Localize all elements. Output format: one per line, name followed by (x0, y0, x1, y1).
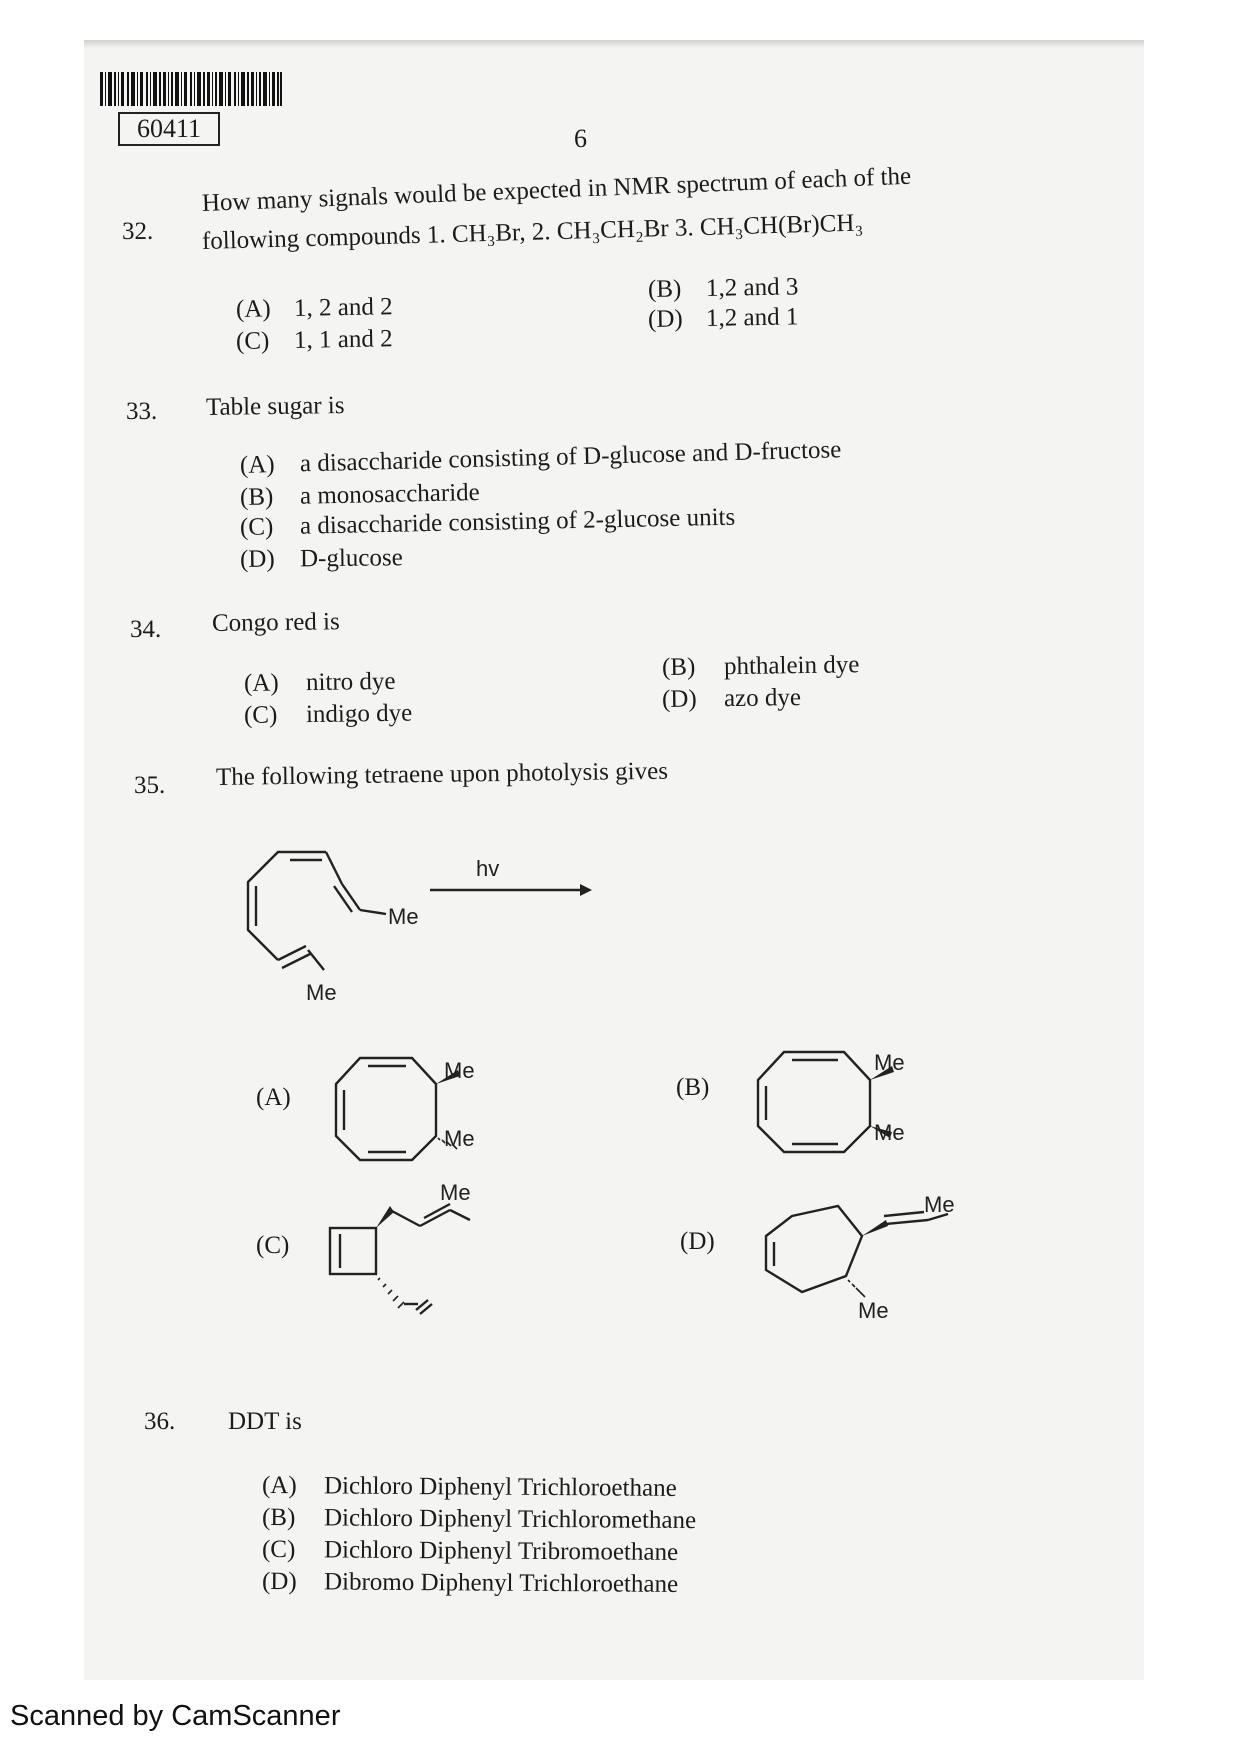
question-number: 35. (134, 772, 166, 799)
option-b (648, 273, 799, 304)
question-text: following compounds 1. CH₃Br, 2. CH₃CH₂Br 3. CH₃CH(Br)CH₃ (201, 209, 864, 255)
option-a (262, 1472, 677, 1503)
option-a (236, 293, 393, 324)
option-d (240, 544, 403, 574)
scan-edge (84, 40, 1144, 48)
option-text: indigo dye (305, 699, 413, 729)
me-label: Me (306, 980, 337, 1005)
option-b (676, 1074, 734, 1102)
question-text: DDT is (228, 1408, 302, 1435)
question-number: 32. (122, 218, 154, 245)
question-text: Congo red is (211, 608, 340, 637)
option-label: (D) (661, 685, 697, 713)
option-label: (B) (661, 653, 696, 681)
option-a (256, 1084, 314, 1112)
option-label: (A) (261, 1472, 297, 1500)
me-label: Me (440, 1180, 471, 1205)
option-b-structure (740, 1030, 930, 1180)
question-text: The following tetraene upon photolysis gives (215, 757, 669, 791)
page-number: 6 (574, 124, 587, 153)
me-label: Me (444, 1058, 475, 1083)
option-c-structure (320, 1176, 500, 1316)
option-label: (C) (243, 701, 278, 729)
barcode-image (100, 72, 282, 106)
option-label: (B) (647, 275, 682, 303)
option-text: 1,2 and 3 (705, 273, 799, 302)
me-label: Me (388, 904, 419, 929)
option-text: azo dye (723, 684, 802, 713)
option-d (680, 1228, 738, 1256)
option-text: Dibromo Diphenyl Trichloroethane (323, 1568, 679, 1598)
option-text: nitro dye (305, 667, 396, 697)
option-text: D-glucose (299, 544, 403, 573)
option-text: 1, 1 and 2 (293, 325, 393, 354)
option-c (256, 1232, 314, 1260)
option-text: 1, 2 and 2 (293, 293, 393, 322)
option-label: (D) (647, 305, 683, 333)
option-d (662, 684, 801, 714)
option-label: (A) (243, 669, 279, 697)
me-label: Me (858, 1298, 889, 1323)
me-label: Me (924, 1192, 955, 1217)
option-c (244, 700, 413, 730)
question-text: Table sugar is (205, 392, 345, 421)
question-number: 34. (130, 616, 162, 643)
option-b (262, 1504, 696, 1535)
option-d-structure (752, 1190, 972, 1330)
question-number: 36. (144, 1408, 176, 1435)
option-text: phthalein dye (723, 651, 860, 681)
option-label: (D) (261, 1568, 297, 1596)
reaction-condition-label: hv (476, 856, 500, 881)
option-c (262, 1536, 678, 1567)
paper-code-box: 60411 (118, 112, 220, 146)
option-text: a disaccharide consisting of 2-glucose units (299, 503, 736, 540)
option-a (244, 668, 396, 698)
question-number: 33. (126, 398, 158, 425)
option-text: Dichloro Diphenyl Trichloromethane (323, 1504, 697, 1535)
me-label: Me (874, 1050, 905, 1075)
option-label: (C) (235, 327, 270, 355)
option-label: (B) (239, 483, 274, 511)
option-d (262, 1568, 678, 1599)
option-text: a disaccharide consisting of D-glucose and D-fructose (299, 436, 842, 478)
option-label: (B) (261, 1504, 296, 1532)
option-label: (D) (680, 1228, 715, 1255)
option-text: a monosaccharide (299, 478, 481, 510)
option-label: (B) (676, 1074, 710, 1101)
option-label: (C) (256, 1232, 290, 1259)
option-label: (D) (239, 545, 275, 573)
option-text: Dichloro Diphenyl Trichloroethane (323, 1472, 677, 1502)
option-label: (C) (239, 513, 274, 541)
option-label: (A) (256, 1084, 291, 1111)
option-a-structure (320, 1040, 500, 1180)
me-label: Me (444, 1126, 475, 1151)
option-label: (A) (239, 451, 276, 479)
question-text: How many signals would be expected in NMR spectrum of each of the (201, 162, 912, 217)
option-label: (C) (261, 1536, 296, 1564)
scanner-watermark-text: Scanned by CamScanner (10, 1700, 341, 1732)
option-label: (A) (235, 295, 271, 323)
me-label: Me (874, 1120, 905, 1145)
option-d (648, 303, 799, 334)
option-b (240, 479, 480, 512)
option-text: Dichloro Diphenyl Tribromoethane (323, 1536, 679, 1566)
reactant-tetraene-structure (230, 830, 590, 1005)
option-b (662, 651, 860, 682)
option-text: 1,2 and 1 (705, 303, 799, 332)
option-c (236, 325, 393, 356)
